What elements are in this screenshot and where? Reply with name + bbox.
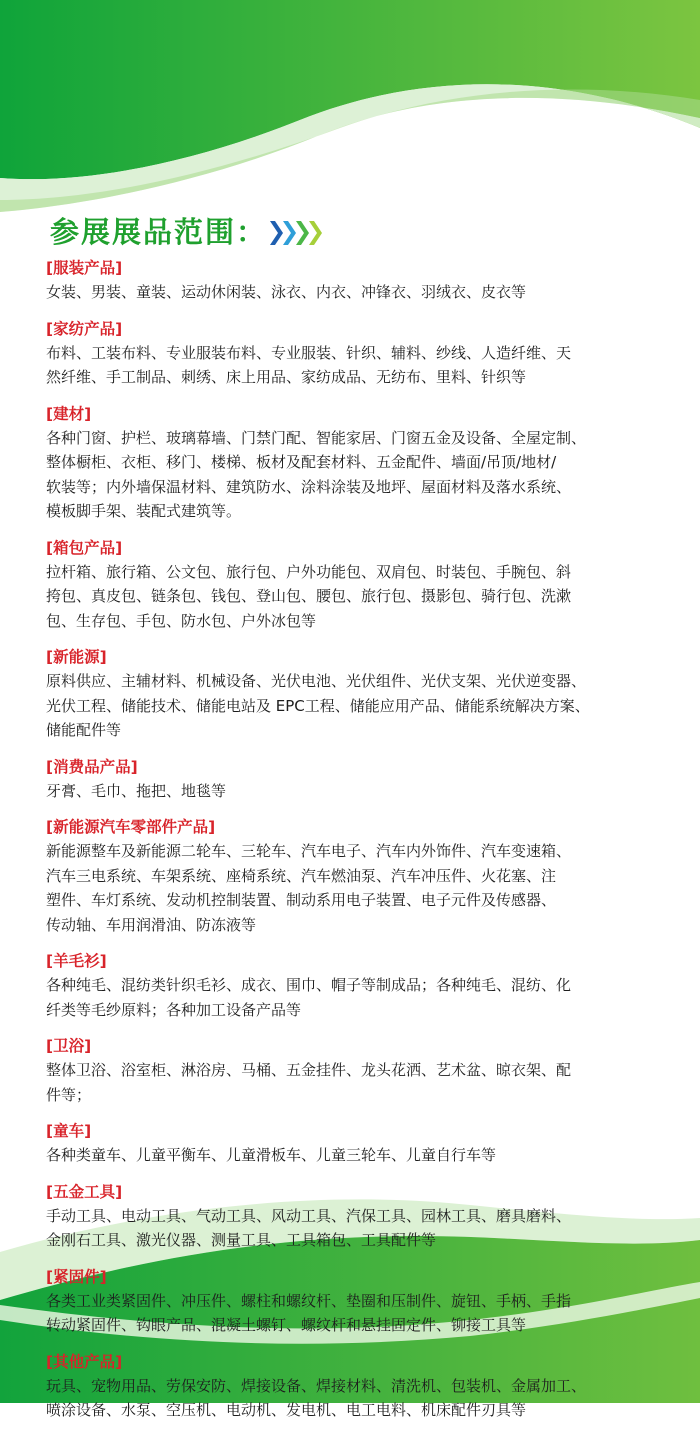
- section-home-textiles: [46, 317, 678, 390]
- section-title: [建材]: [46, 404, 92, 423]
- section-line: 纤类等毛纱原料；各种加工设备产品等: [46, 1000, 302, 1019]
- section-line: 新能源整车及新能源二轮车、三轮车、汽车电子、汽车内外饰件、汽车变速箱、: [46, 842, 572, 860]
- section-line: 挎包、真皮包、链条包、钱包、登山包、腰包、旅行包、摄影包、骑行包、洗漱: [46, 587, 572, 605]
- section-fasteners: [46, 1265, 678, 1338]
- section-strollers: [46, 1119, 678, 1168]
- section-woolen-sweaters: [46, 949, 678, 1022]
- section-body: [46, 1374, 678, 1423]
- section-line: 玩具、宠物用品、劳保安防、焊接设备、焊接材料、清洗机、包装机、金属加工、: [46, 1376, 587, 1395]
- section-body: [46, 1143, 678, 1168]
- section-title: [新能源]: [46, 648, 107, 666]
- section-line: 整体橱柜、衣柜、移门、楼梯、板材及配套材料、五金配件、墙面/吊顶/地材/: [46, 453, 557, 471]
- section-body: [46, 1289, 678, 1338]
- section-new-energy: [46, 645, 678, 743]
- section-title: [卫浴]: [46, 1037, 92, 1055]
- section-title: [童车]: [46, 1122, 92, 1140]
- section-line: 储能配件等: [46, 721, 122, 739]
- section-line: 各种类童车、儿童平衡车、儿童滑板车、儿童三轮车、儿童自行车等: [46, 1146, 497, 1164]
- section-body: [46, 341, 678, 390]
- section-line: 件等；: [46, 1085, 92, 1104]
- section-line: 然纤维、手工制品、刺绣、床上用品、家纺成品、无纺布、里料、针织等: [46, 368, 527, 386]
- exhibit-sections: [46, 256, 678, 1435]
- section-line: 转动紧固件、钩眼产品、混凝土螺钉、螺纹杆和悬挂固定件、铆接工具等: [46, 1316, 527, 1334]
- section-title: [羊毛衫]: [46, 952, 107, 970]
- section-line: 布料、工装布料、专业服装布料、专业服装、针织、辅料、纱线、人造纤维、天: [46, 343, 572, 362]
- section-title: [新能源汽车零部件产品]: [46, 818, 216, 836]
- section-luggage: [46, 536, 678, 634]
- section-title: [其他产品]: [46, 1352, 123, 1371]
- section-title: [紧固件]: [46, 1267, 107, 1286]
- section-line: 喷涂设备、水泵、空压机、电动机、发电机、电工电料、机床配件刃具等: [46, 1401, 527, 1419]
- section-body: [46, 1058, 678, 1107]
- section-line: 各类工业类紧固件、冲压件、螺柱和螺纹杆、垫圈和压制件、旋钮、手柄、手指: [46, 1291, 572, 1310]
- section-line: 女装、男装、童装、运动休闲装、泳衣、内衣、冲锋衣、羽绒衣、皮衣等: [46, 283, 527, 301]
- section-line: 软装等；内外墙保温材料、建筑防水、涂料涂装及地坪、屋面材料及落水系统、: [46, 477, 572, 496]
- chevron-right-icon: [268, 218, 332, 248]
- section-apparel: [46, 256, 678, 305]
- section-body: [46, 280, 678, 305]
- section-line: 各种纯毛、混纺类针织毛衫、成衣、围巾、帽子等制成品；各种纯毛、混纺、化: [46, 976, 572, 994]
- page-title: 参展展品范围：: [50, 215, 268, 249]
- section-body: [46, 779, 678, 804]
- section-line: 金刚石工具、激光仪器、测量工具、工具箱包、工具配件等: [46, 1231, 437, 1249]
- section-title: [箱包产品]: [46, 538, 123, 557]
- section-body: [46, 669, 678, 743]
- section-other-products: [46, 1350, 678, 1423]
- section-line: 传动轴、车用润滑油、防冻液等: [46, 915, 257, 934]
- section-body: [46, 560, 678, 634]
- section-consumer-goods: [46, 755, 678, 804]
- section-hardware-tools: [46, 1180, 678, 1253]
- section-title: [服装产品]: [46, 259, 123, 277]
- section-line: 牙膏、毛巾、拖把、地毯等: [46, 781, 227, 800]
- section-body: [46, 839, 678, 937]
- section-line: 包、生存包、手包、防水包、户外冰包等: [46, 611, 317, 630]
- section-title: [五金工具]: [46, 1182, 123, 1201]
- section-nev-parts: [46, 815, 678, 937]
- section-line: 塑件、车灯系统、发动机控制装置、制动系用电子装置、电子元件及传感器、: [46, 891, 557, 909]
- section-body: [46, 973, 678, 1022]
- section-line: 整体卫浴、浴室柜、淋浴房、马桶、五金挂件、龙头花洒、艺术盆、晾衣架、配: [46, 1061, 572, 1079]
- section-line: 手动工具、电动工具、气动工具、风动工具、汽保工具、园林工具、磨具磨料、: [46, 1206, 572, 1225]
- section-building-materials: [46, 402, 678, 524]
- section-line: 拉杆箱、旅行箱、公文包、旅行包、户外功能包、双肩包、时装包、手腕包、斜: [46, 562, 572, 581]
- section-line: 原料供应、主辅材料、机械设备、光伏电池、光伏组件、光伏支架、光伏逆变器、: [46, 672, 587, 690]
- section-line: 各种门窗、护栏、玻璃幕墙、门禁门配、智能家居、门窗五金及设备、全屋定制、: [46, 428, 587, 447]
- section-body: [46, 426, 678, 524]
- section-body: [46, 1204, 678, 1253]
- section-title: [家纺产品]: [46, 319, 123, 338]
- section-title: [消费品产品]: [46, 757, 138, 776]
- section-line: 模板脚手架、装配式建筑等。: [46, 502, 242, 520]
- section-line: 光伏工程、储能技术、储能电站及 EPC工程、储能应用产品、储能系统解决方案、: [46, 696, 590, 715]
- section-line: 汽车三电系统、车架系统、座椅系统、汽车燃油泵、汽车冲压件、火花塞、注: [46, 866, 557, 885]
- section-bathroom: [46, 1034, 678, 1107]
